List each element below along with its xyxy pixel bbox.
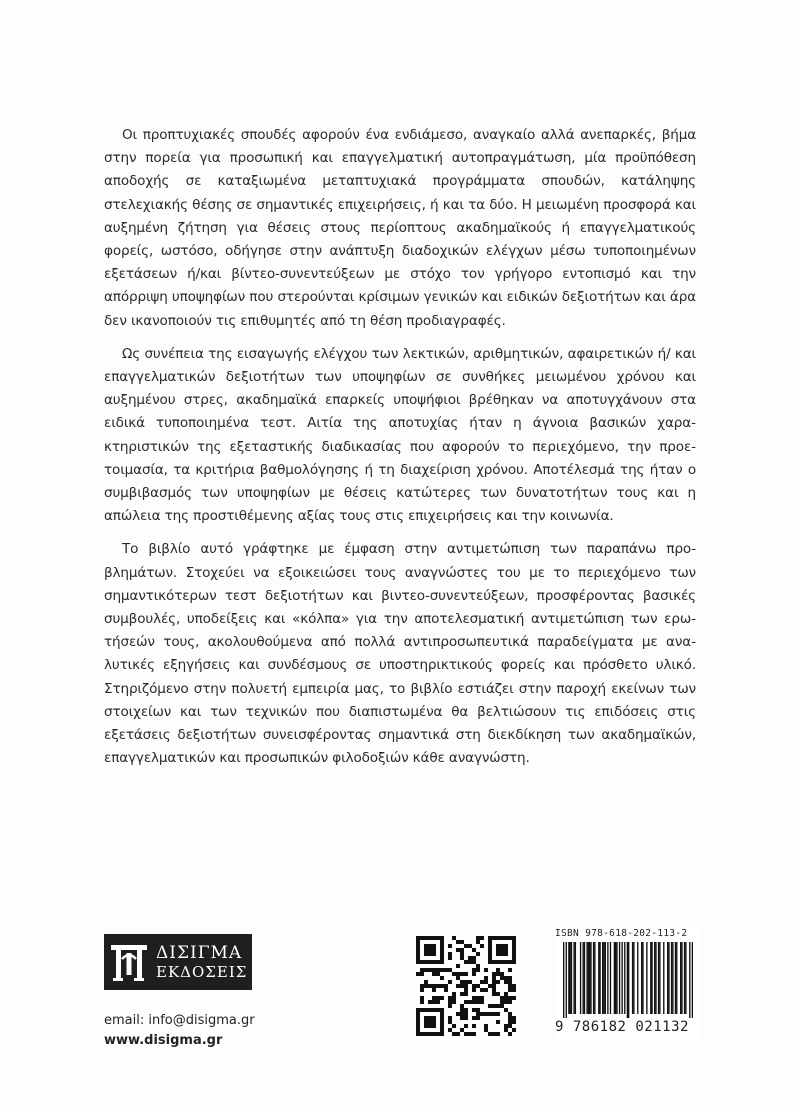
isbn-label: ISBN 978-618-202-113-2 — [555, 928, 688, 939]
publisher-logo — [104, 934, 252, 990]
blurb-paragraph-1: Οι προπτυχιακές σπουδές αφορούν ένα ενδιάμεσο, αναγκαίο αλλά ανεπαρκές, βήμα στην πορεία για προσωπική και επαγγελματική αυτοπραγμάτωση, μία προϋπόθεση αποδοχής σε καταξιωμένα μεταπτυχιακά προγράμματα σπουδών, κατάληψης στελεχιακής θέσης σε σημαντικές επιχειρήσεις, ή και τα δύο. Η μειωμένη προσφορά και αυξημένη ζήτηση για θέσεις στους περίοπτους ακαδημαϊκούς ή επαγγελματικούς φορείς, ωστόσο, οδήγησε στην ανάπτυξη διαδοχικών ελέγχων μέσω τυποποιημένων εξετάσεων ή/και βίντεο-συνεντεύξεων με στόχο τον γρήγορο εντοπισμό και την απόρριψη υποψηφίων που στερούνται κρίσιμων γενικών και ειδικών δεξιοτήτων και άρα δεν ικανοποιούν τις επιθυμητές από τη θέση προδιαγραφές. — [104, 127, 696, 329]
qr-code-icon — [416, 936, 516, 1036]
isbn-barcode — [555, 928, 699, 1040]
blurb-text — [104, 124, 696, 780]
barcode-digits: 9 786182 021132 — [555, 1019, 689, 1035]
publisher-pi-mark-icon — [104, 934, 154, 990]
publisher-contact — [104, 1011, 255, 1051]
publisher-name: ΔΙΣΙΓΜΑ — [156, 943, 243, 963]
publisher-email: email: info@disigma.gr — [104, 1013, 255, 1028]
blurb-paragraph-2: Ως συνέπεια της εισαγωγής ελέγχου των λεκτικών, αριθμητικών, αφαιρετικών ή/ και επαγγελματικών δεξιοτήτων των υποψηφίων σε συνθήκες μειωμένου χρόνου και αυξημένου στρες, ακαδημαϊκά επαρκείς υποψήφιοι βρέθηκαν να αποτυγχάνουν στα ειδικά τυποποιημένα τεστ. Αιτία της αποτυχίας ήταν η άγνοια βασικών χαρακτηριστικών της εξεταστικής διαδικασίας που αφορούν το περιεχόμενο, την προετοιμασία, τα κριτήρια βαθμολόγησης ή τη διαχείριση χρόνου. Αποτέλεσμά της ήταν ο συμβιβασμός των υποψηφίων με θέσεις κατώτερες των δυνατοτήτων τους και η απώλεια της προστιθέμενης αξίας τους στις επιχειρήσεις και την κοινωνία. — [104, 345, 696, 525]
barcode-bars-icon — [563, 942, 693, 1018]
publisher-subtitle: ΕΚΔΟΣΕΙΣ — [156, 963, 248, 981]
publisher-website: www.disigma.gr — [104, 1033, 223, 1048]
blurb-paragraph-3: Το βιβλίο αυτό γράφτηκε με έμφαση στην αντιμετώπιση των παραπάνω προβλημάτων. Στοχεύει να εξοικειώσει τους αναγνώστες του με το περιεχόμενο των σημαντικότερων τεστ δεξιοτήτων και βιντεο-συνεντεύξεων, προσφέροντας βασικές συμβουλές, υποδείξεις και «κόλπα» για την αποτελεσματική αντιμετώπιση των ερωτήσεών τους, ακολουθούμενα από πολλά αντιπροσωπευτικά παραδείγματα με αναλυτικές εξηγήσεις και συνδέσμους σε υποστηρικτικούς φορείς και πρόσθετο υλικό. Στηριζόμενο στην πολυετή εμπειρία μας, το βιβλίο εστιάζει στην παροχή εκείνων των στοιχείων και των τεχνικών που διαπιστωμένα θα βελτιώσουν τις επιδόσεις στις εξετάσεις δεξιοτήτων συνεισφέροντας σημαντικά στη διεκδίκηση των ακαδημαϊκών, επαγγελματικών και προσωπικών φιλοδοξιών κάθε αναγνώστη. — [104, 541, 696, 767]
